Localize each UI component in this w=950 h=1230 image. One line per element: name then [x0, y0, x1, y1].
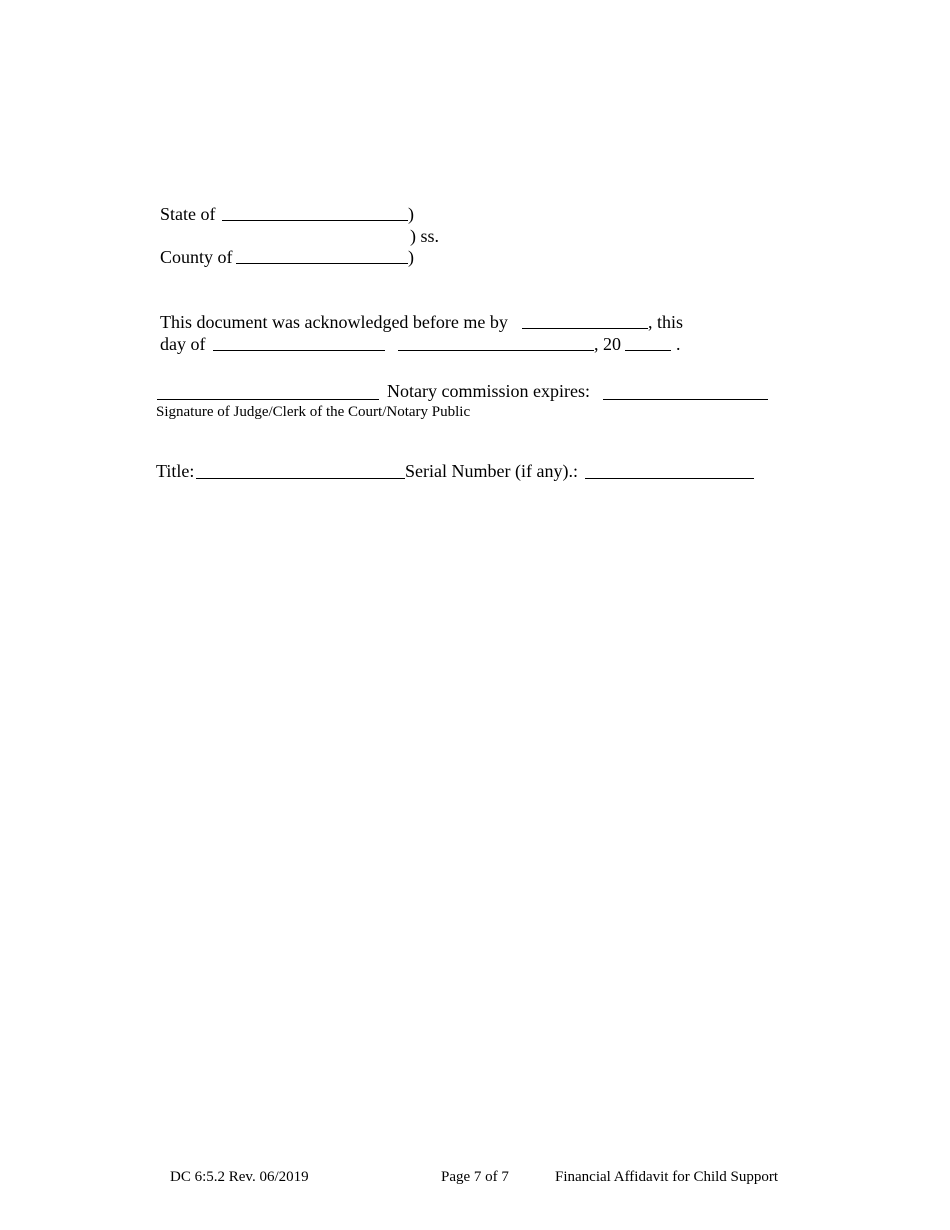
- year-blank-line[interactable]: [625, 350, 671, 351]
- title-blank-line[interactable]: [196, 478, 405, 479]
- title-label: Title:: [156, 461, 195, 481]
- this-label: , this: [648, 312, 684, 332]
- acknowledgment-text: This document was acknowledged before me by: [160, 312, 508, 332]
- year-prefix: , 20: [594, 334, 621, 354]
- footer-form-title: Financial Affidavit for Child Support: [555, 1169, 779, 1185]
- state-label: State of: [160, 204, 216, 224]
- day-blank-line[interactable]: [213, 350, 385, 351]
- period: .: [676, 334, 681, 354]
- signature-blank-line[interactable]: [157, 399, 379, 400]
- county-label: County of: [160, 247, 233, 267]
- commission-expires-blank-line[interactable]: [603, 399, 768, 400]
- ss-label: ) ss.: [410, 226, 440, 246]
- month-blank-line[interactable]: [398, 350, 594, 351]
- serial-number-blank-line[interactable]: [585, 478, 754, 479]
- day-of-label: day of: [160, 334, 206, 354]
- county-blank-line[interactable]: [236, 263, 408, 264]
- serial-number-label: Serial Number (if any).:: [405, 461, 578, 481]
- notary-commission-label: Notary commission expires:: [387, 381, 590, 401]
- state-blank-line[interactable]: [222, 220, 408, 221]
- state-paren: ): [408, 204, 414, 224]
- footer-form-id: DC 6:5.2 Rev. 06/2019: [170, 1169, 309, 1185]
- county-paren: ): [408, 247, 414, 267]
- signature-caption: Signature of Judge/Clerk of the Court/Notary Public: [156, 404, 471, 420]
- footer-page-number: Page 7 of 7: [441, 1169, 509, 1185]
- acknowledged-by-blank-line[interactable]: [522, 328, 648, 329]
